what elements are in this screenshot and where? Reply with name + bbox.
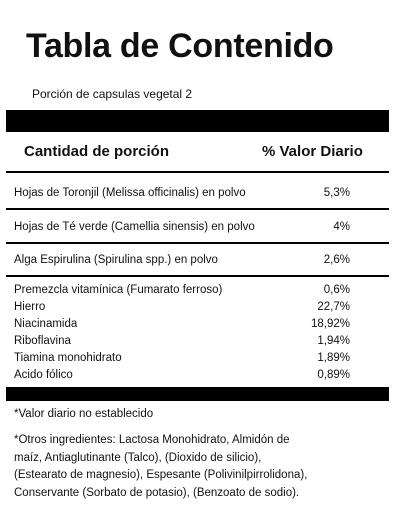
vitamin-name: Tiamina monohidrato — [14, 352, 122, 364]
amount-per-serving-header: Cantidad de porción — [24, 143, 170, 160]
divider — [6, 171, 389, 173]
vitamin-row — [0, 332, 408, 350]
ingredient-name: Hojas de Toronjil (Melissa officinalis) en polvo — [14, 187, 246, 199]
vitamin-name: Hierro — [14, 301, 46, 313]
other-ingredients-line: (Estearato de magnesio), Espesante (Polivinilpirrolidona), — [14, 469, 308, 481]
divider — [6, 208, 389, 210]
ingredient-value: 5,3% — [323, 187, 350, 199]
divider — [6, 242, 389, 244]
vitamin-name: Acido fólico — [14, 369, 73, 381]
vitamin-row — [0, 281, 408, 299]
vitamin-name: Niacinamida — [14, 318, 78, 330]
vitamin-value: 0,89% — [317, 369, 350, 381]
other-ingredients-line: Conservante (Sorbato de potasio), (Benzoato de sodio). — [14, 486, 300, 499]
vitamin-value: 0,6% — [323, 284, 350, 296]
ingredient-name: Hojas de Té verde (Camellia sinensis) en polvo — [14, 221, 255, 233]
footnote: *Valor diario no establecido — [14, 408, 154, 420]
bottom-thick-bar — [6, 387, 389, 401]
vitamin-value: 1,94% — [317, 335, 350, 347]
other-ingredients — [14, 432, 394, 502]
daily-value-header: % Valor Diario — [262, 143, 363, 160]
top-thick-bar — [6, 110, 389, 132]
vitamin-row — [0, 366, 408, 384]
ingredient-name: Alga Espirulina (Spirulina spp.) en polvo — [14, 254, 218, 266]
vitamin-row — [0, 315, 408, 333]
serving-size: Porción de capsulas vegetal 2 — [32, 87, 193, 101]
ingredient-row — [0, 184, 408, 202]
other-ingredients-line: maíz, Antiaglutinante (Talco), (Dioxido de silicio), — [14, 451, 262, 464]
vitamin-value: 22,7% — [317, 301, 350, 313]
ingredient-value: 4% — [333, 221, 350, 233]
vitamin-value: 1,89% — [317, 352, 350, 364]
vitamin-name: Riboflavina — [14, 335, 71, 347]
other-ingredients-line: *Otros ingredientes: Lactosa Monohidrato, Almidón de — [14, 434, 290, 446]
vitamin-row — [0, 349, 408, 367]
vitamin-value: 18,92% — [310, 318, 350, 330]
ingredient-value: 2,6% — [323, 254, 350, 266]
ingredient-row — [0, 251, 408, 269]
vitamin-name: Premezcla vitamínica (Fumarato ferroso) — [14, 284, 223, 296]
vitamin-row — [0, 298, 408, 316]
table-title: Tabla de Contenido — [26, 27, 334, 65]
column-header-row — [0, 141, 408, 163]
divider — [6, 275, 389, 277]
ingredient-row — [0, 218, 408, 236]
